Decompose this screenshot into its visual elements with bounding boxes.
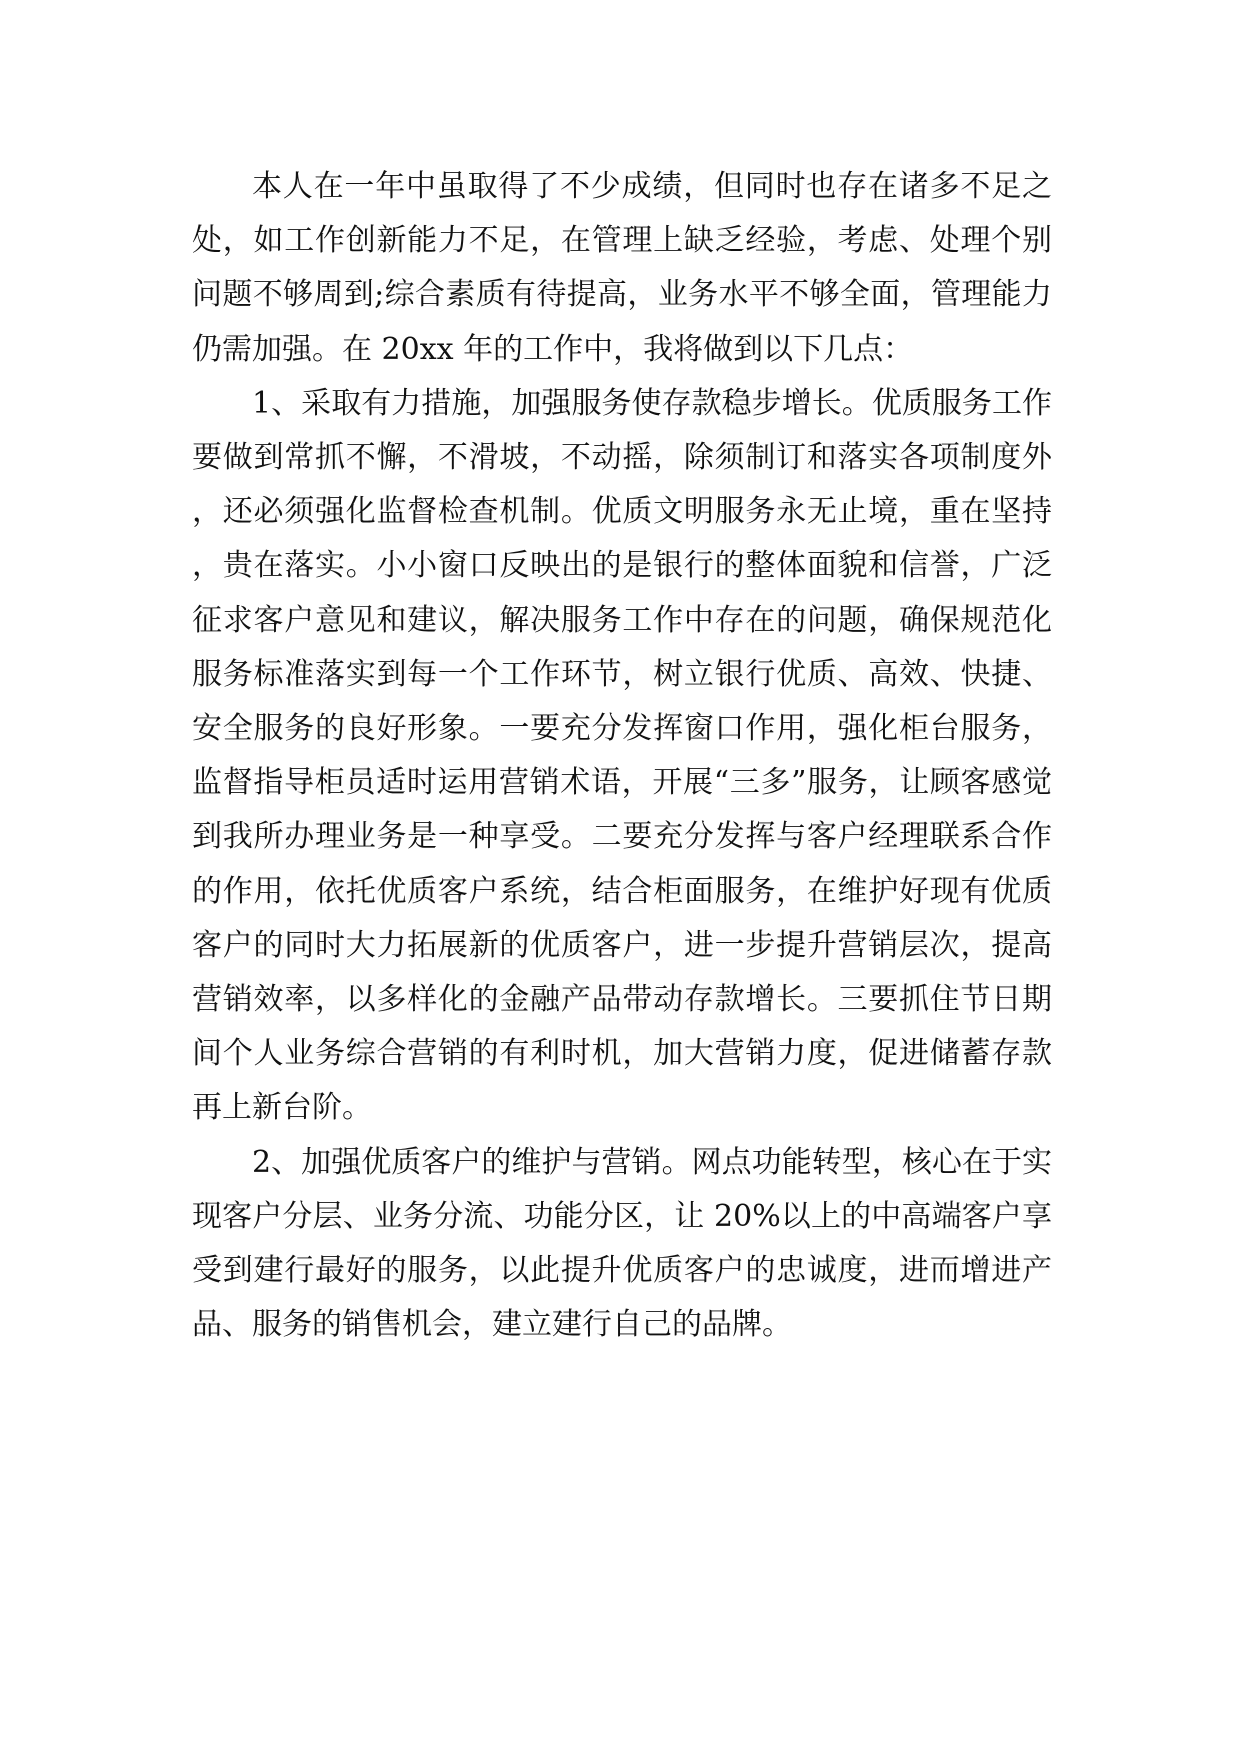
paragraph-self-assessment: 本人在一年中虽取得了不少成绩，但同时也存在诸多不足之处，如工作创新能力不足，在管理上缺乏经验，考虑、处理个别问题不够周到;综合素质有待提高，业务水平不够全面，管理能力仍需加强。在 20xx 年的工作中，我将做到以下几点： [192, 169, 1052, 367]
document-body [192, 160, 1052, 1352]
paragraph-point-1-deposit-growth: 1、采取有力措施，加强服务使存款稳步增长。优质服务工作要做到常抓不懈，不滑坡，不动摇，除须制订和落实各项制度外，还必须强化监督检查机制。优质文明服务永无止境，重在坚持，贵在落实。小小窗口反映出的是银行的整体面貌和信誉，广泛征求客户意见和建议，解决服务工作中存在的问题，确保规范化服务标准落实到每一个工作环节，树立银行优质、高效、快捷、安全服务的良好形象。一要充分发挥窗口作用，强化柜台服务，监督指导柜员适时运用营销术语，开展“三多”服务，让顾客感觉到我所办理业务是一种享受。二要充分发挥与客户经理联系合作的作用，依托优质客户系统，结合柜面服务，在维护好现有优质客户的同时大力拓展新的优质客户，进一步提升营销层次，提高营销效率，以多样化的金融产品带动存款增长。三要抓住节日期间个人业务综合营销的有利时机，加大营销力度，促进储蓄存款再上新台阶。 [192, 385, 1052, 1126]
paragraph-point-2-quality-clients: 2、加强优质客户的维护与营销。网点功能转型，核心在于实现客户分层、业务分流、功能分区，让 20%以上的中高端客户享受到建行最好的服务，以此提升优质客户的忠诚度，进而增进产品、服务的销售机会，建立建行自己的品牌。 [192, 1144, 1052, 1343]
